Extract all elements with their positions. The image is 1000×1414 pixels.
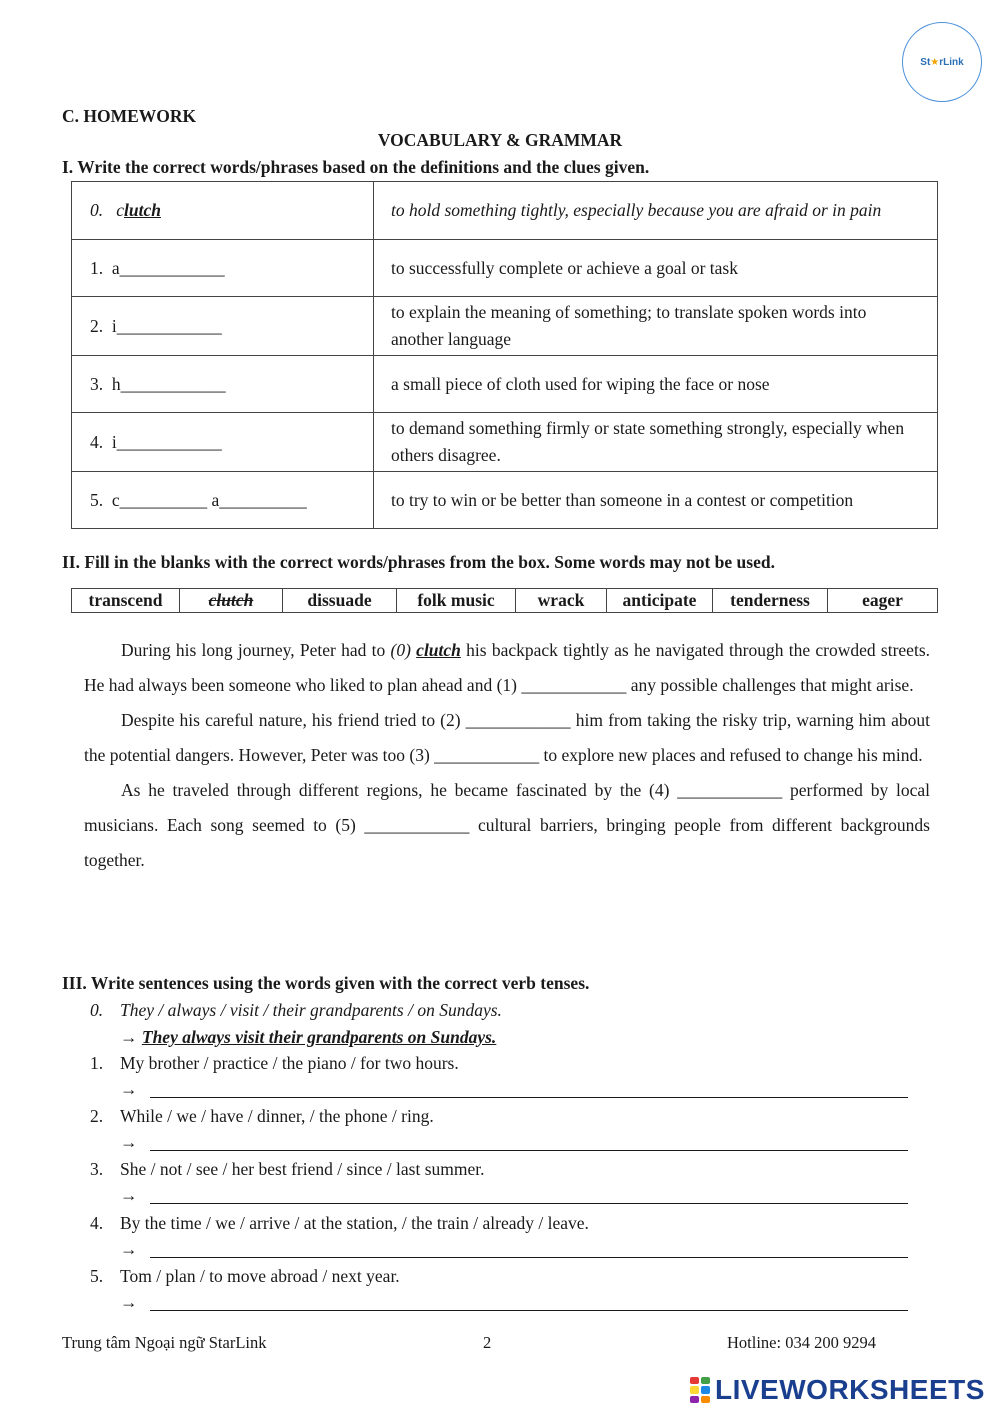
section-title: C. HOMEWORK [62, 106, 197, 126]
item-number: 5. [90, 1266, 104, 1286]
item-prompt: My brother / practice / the piano / for two hours. [120, 1053, 459, 1073]
item-number: 2. [90, 1106, 104, 1126]
example-answer: lutch [124, 200, 161, 220]
example-answer: clutch [416, 640, 461, 660]
table-row [72, 297, 938, 356]
table-row [72, 413, 938, 472]
word-box-item: tenderness [713, 589, 828, 613]
liveworksheets-logo: LIVEWORKSHEETS [690, 1373, 990, 1407]
item-number: 3. [90, 1159, 104, 1179]
word-box-item: wrack [516, 589, 607, 613]
footer-hotline: Hotline: 034 200 9294 [727, 1333, 876, 1352]
paragraph-1: During his long journey, Peter had to (0) clutch his backpack tightly as he navigated through the crowded streets. He had always been someone who liked to plan ahead and (1) ____________ any possible challenges that might arise. [84, 640, 930, 695]
table-row [72, 182, 938, 240]
liveworksheets-icon [690, 1377, 710, 1403]
word-box-item-used: clutch [180, 589, 283, 613]
starlink-logo: St★rLink [902, 22, 982, 102]
table-row [72, 240, 938, 297]
definitions-table [71, 181, 938, 529]
item-prompt: While / we / have / dinner, / the phone / ring. [120, 1106, 434, 1126]
item-prompt: By the time / we / arrive / at the station, / the train / already / leave. [120, 1213, 589, 1233]
example-answer-line: → They always visit their grandparents on Sundays. [120, 1027, 497, 1047]
definition-cell: to demand something firmly or state something strongly, especially when others disagree. [374, 413, 938, 472]
definition-cell: to explain the meaning of something; to translate spoken words into another language [374, 297, 938, 356]
reading-passage [84, 633, 930, 878]
footer-center-name: Trung tâm Ngoại ngữ StarLink [62, 1333, 267, 1352]
example-number: 0. [90, 1000, 104, 1020]
answer-line[interactable]: → [120, 1292, 908, 1314]
example-prompt: They / always / visit / their grandparents / on Sundays. [120, 1000, 502, 1020]
answer-line[interactable]: → [120, 1079, 908, 1101]
part1-heading: I. Write the correct words/phrases based on the definitions and the clues given. [62, 157, 650, 177]
paragraph-3: As he traveled through different regions, he became fascinated by the (4) ____________ performed by local musicians. Each song seemed to (5) ____________ cultural barriers, bringing people from different backgrounds together. [84, 780, 930, 870]
word-cell: 0. clutch [72, 182, 374, 240]
word-box-item: transcend [72, 589, 180, 613]
item-number: 4. [90, 1213, 104, 1233]
word-cell[interactable]: 3. h____________ [72, 356, 374, 413]
word-cell[interactable]: 4. i____________ [72, 413, 374, 472]
word-box-item: dissuade [283, 589, 397, 613]
page-number: 2 [483, 1333, 492, 1352]
word-box-item: folk music [397, 589, 516, 613]
item-number: 1. [90, 1053, 104, 1073]
definition-cell: to successfully complete or achieve a goal or task [374, 240, 938, 297]
part3-heading: III. Write sentences using the words given with the correct verb tenses. [62, 973, 590, 993]
item-prompt: Tom / plan / to move abroad / next year. [120, 1266, 400, 1286]
answer-line[interactable]: → [120, 1185, 908, 1207]
table-row [72, 472, 938, 529]
definition-cell: to try to win or be better than someone in a contest or competition [374, 472, 938, 529]
item-prompt: She / not / see / her best friend / since / last summer. [120, 1159, 485, 1179]
paragraph-2: Despite his careful nature, his friend tried to (2) ____________ him from taking the risky trip, warning him about the potential dangers. However, Peter was too (3) ____________ to explore new places and refused to change his mind. [84, 710, 930, 765]
definition-cell: to hold something tightly, especially because you are afraid or in pain [374, 182, 938, 240]
subtitle: VOCABULARY & GRAMMAR [377, 130, 623, 150]
word-cell[interactable]: 5. c__________ a__________ [72, 472, 374, 529]
answer-line[interactable]: → [120, 1132, 908, 1154]
word-cell[interactable]: 1. a____________ [72, 240, 374, 297]
table-row [72, 356, 938, 413]
definition-cell: a small piece of cloth used for wiping the face or nose [374, 356, 938, 413]
word-box [71, 588, 938, 613]
part2-heading: II. Fill in the blanks with the correct words/phrases from the box. Some words may not be used. [62, 552, 775, 572]
word-cell[interactable]: 2. i____________ [72, 297, 374, 356]
word-box-item: anticipate [607, 589, 713, 613]
answer-line[interactable]: → [120, 1239, 908, 1261]
word-box-item: eager [828, 589, 938, 613]
